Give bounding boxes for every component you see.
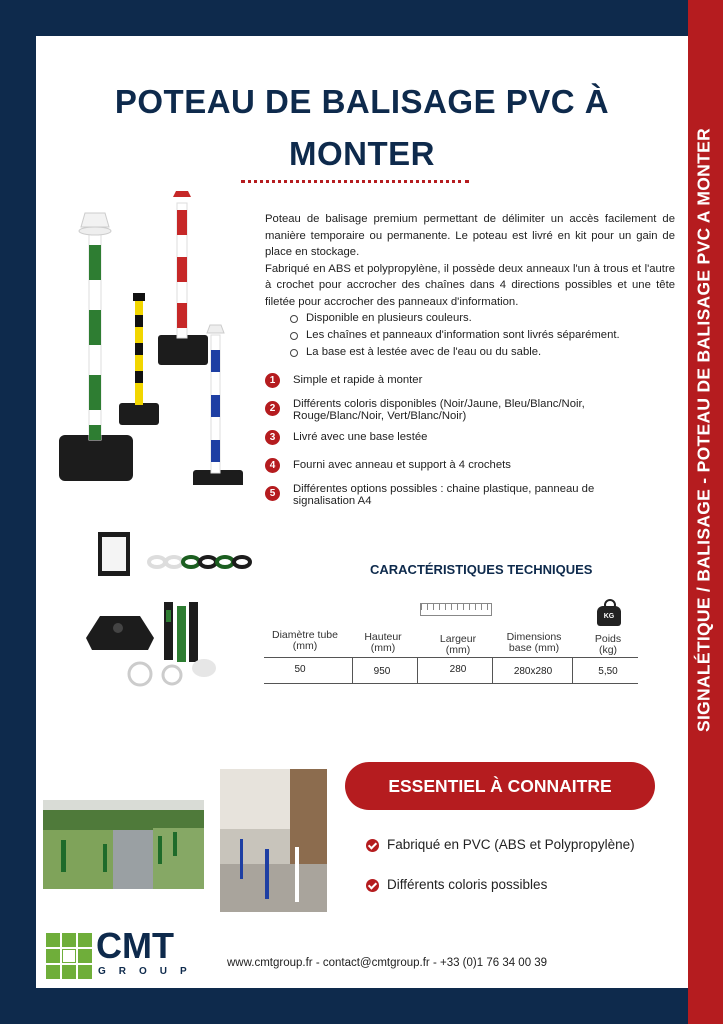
feature-text: Simple et rapide à monter xyxy=(293,374,423,386)
feature-number: 3 xyxy=(265,430,280,445)
title-divider xyxy=(241,180,469,183)
logo-square xyxy=(78,965,92,979)
table-line xyxy=(264,657,638,658)
essentiel-title: ESSENTIEL À CONNAITRE xyxy=(345,762,655,810)
table-divider xyxy=(572,658,573,684)
logo-square xyxy=(46,965,60,979)
description-bullets xyxy=(290,310,620,361)
spec-header: Poids (kg) xyxy=(594,633,622,656)
description-paragraph-1: Poteau de balisage premium permettant de délimiter un accès facilement de manière temporaire ou permanente. Le poteau est livré en kit pour un gain de place en stockage. xyxy=(265,213,675,258)
feature-text: Livré avec une base lestée xyxy=(293,431,428,443)
essentiel-item-text: Différents coloris possibles xyxy=(387,877,548,892)
feature-text: Différents coloris disponibles (Noir/Jaune, Bleu/Blanc/Noir, Rouge/Blanc/Noir, Vert/Blanc/Noir) xyxy=(293,398,585,422)
spec-header: Dimensions base (mm) xyxy=(506,631,562,654)
feature-text: Différentes options possibles : chaine plastique, panneau de signalisation A4 xyxy=(293,483,595,507)
sidebar-title: SIGNALÉTIQUE / BALISAGE - POTEAU DE BALISAGE PVC A MONTER xyxy=(693,127,714,733)
logo-square xyxy=(46,933,60,947)
outdoor-photo xyxy=(43,800,204,889)
logo-square xyxy=(62,965,76,979)
yellow-black-pole xyxy=(119,293,159,425)
table-line xyxy=(264,683,638,684)
logo-square xyxy=(46,949,60,963)
footer-contact[interactable]: www.cmtgroup.fr - contact@cmtgroup.fr - +33 (0)1 76 34 00 39 xyxy=(227,957,548,969)
check-icon xyxy=(366,879,379,892)
ruler-icon xyxy=(420,603,492,616)
table-divider xyxy=(492,658,493,684)
spec-header: Largeur (mm) xyxy=(439,633,477,656)
spec-header: Diamètre tube (mm) xyxy=(272,629,338,652)
logo-square xyxy=(62,949,76,963)
mall-photo xyxy=(220,769,327,912)
green-pole xyxy=(59,213,133,481)
spec-value: 280 xyxy=(449,664,467,675)
product-poles-image xyxy=(55,185,250,485)
feature-text: Fourni avec anneau et support à 4 crochets xyxy=(293,459,511,471)
description-paragraph-2: Fabriqué en ABS et polypropylène, il possède deux anneaux l'un à trous et l'autre à crochet pour accrocher des chaînes dans 4 directions possibles et une tête filetée pour accrocher des panneaux d'information. xyxy=(265,262,675,308)
accessories-image xyxy=(82,530,257,690)
spec-header: Hauteur (mm) xyxy=(364,631,402,654)
spec-value: 50 xyxy=(294,664,306,675)
spec-value: 5,50 xyxy=(598,666,618,677)
red-white-pole xyxy=(158,191,208,365)
feature-number: 1 xyxy=(265,373,280,388)
product-description xyxy=(265,211,675,310)
spec-value: 950 xyxy=(373,666,391,677)
feature-number: 4 xyxy=(265,458,280,473)
list-item: Les chaînes et panneaux d'information sont livrés séparément. xyxy=(290,327,620,344)
logo-square xyxy=(78,949,92,963)
specs-title: CARACTÉRISTIQUES TECHNIQUES xyxy=(370,562,593,577)
logo-sub: GROUP xyxy=(98,966,200,977)
list-item: Disponible en plusieurs couleurs. xyxy=(290,310,620,327)
logo-square xyxy=(62,933,76,947)
page-title: POTEAU DE BALISAGE PVC À MONTER xyxy=(114,83,610,172)
check-icon xyxy=(366,839,379,852)
table-divider xyxy=(352,658,353,684)
logo-square xyxy=(78,933,92,947)
list-item: La base est à lestée avec de l'eau ou du sable. xyxy=(290,344,620,361)
logo-name: CMT xyxy=(96,925,174,966)
feature-number: 5 xyxy=(265,486,280,501)
weight-icon: KG xyxy=(597,606,621,626)
table-divider xyxy=(417,658,418,684)
spec-value: 280x280 xyxy=(513,666,553,677)
essentiel-item-text: Fabriqué en PVC (ABS et Polypropylène) xyxy=(387,837,635,852)
feature-number: 2 xyxy=(265,401,280,416)
